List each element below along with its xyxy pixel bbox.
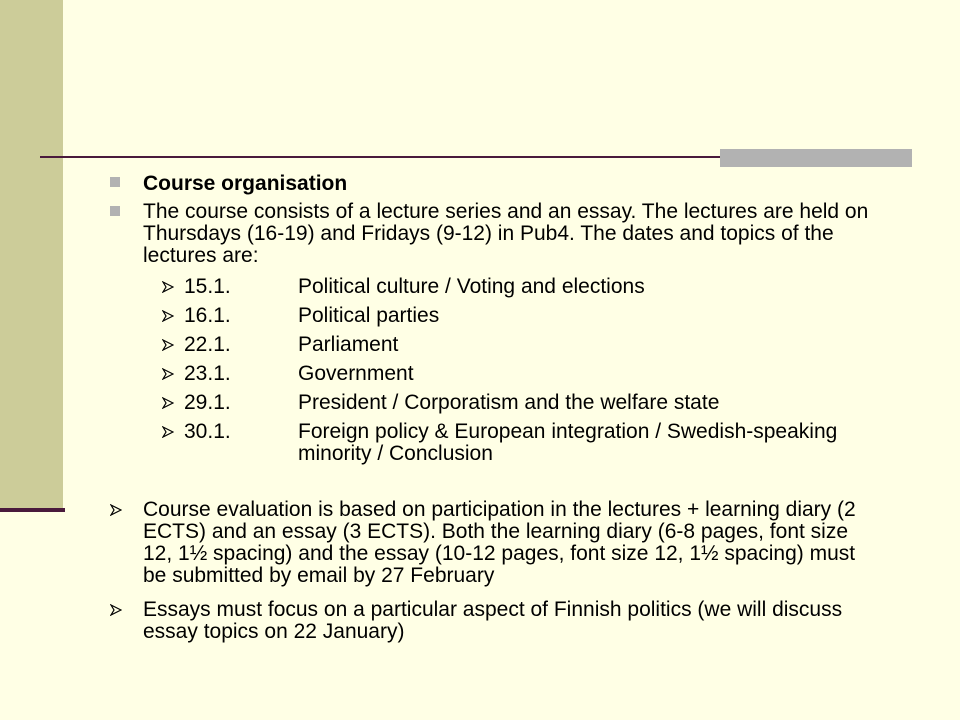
square-bullet-icon bbox=[110, 206, 120, 216]
accent-bar bbox=[720, 149, 912, 167]
lecture-topic: Political culture / Voting and elections bbox=[298, 275, 645, 298]
lecture-date: 23.1. bbox=[184, 362, 231, 385]
lecture-date: 29.1. bbox=[184, 391, 231, 414]
arrow-bullet-icon bbox=[162, 368, 174, 380]
arrow-bullet-icon bbox=[162, 426, 174, 438]
lecture-topic: Foreign policy & European integration / Swedish-speaking minority / Conclusion bbox=[298, 420, 838, 465]
arrow-bullet-icon bbox=[162, 281, 174, 293]
evaluation-text: Course evaluation is based on participation in the lectures + learning diary (2 ECTS) and an essay (3 ECTS). Both the learning diary (6-8 pages, font size 12, 1½ spacing) and the essay (10-12 pages, font size 12, 1½ spacing) must be submitted by email by 27 February bbox=[143, 498, 856, 587]
lecture-date: 16.1. bbox=[184, 304, 231, 327]
side-panel bbox=[0, 0, 63, 512]
lecture-topic: President / Corporatism and the welfare state bbox=[298, 391, 720, 414]
lecture-topic: Government bbox=[298, 362, 414, 385]
arrow-bullet-icon bbox=[162, 310, 174, 322]
arrow-bullet-icon bbox=[162, 339, 174, 351]
slide-heading: Course organisation bbox=[143, 172, 348, 195]
intro-text: The course consists of a lecture series and an essay. The lectures are held on Thursdays (16-19) and Fridays (9-12) in Pub4. The dates and topics of the lectures are: bbox=[143, 200, 869, 267]
lecture-date: 22.1. bbox=[184, 333, 231, 356]
side-panel-rule bbox=[0, 508, 65, 512]
lecture-date: 15.1. bbox=[184, 275, 231, 298]
lecture-date: 30.1. bbox=[184, 420, 231, 443]
essays-text: Essays must focus on a particular aspect of Finnish politics (we will discuss essay topics on 22 January) bbox=[143, 598, 843, 643]
lecture-topic: Parliament bbox=[298, 333, 399, 356]
lecture-topic: Political parties bbox=[298, 304, 440, 327]
arrow-bullet-icon bbox=[162, 397, 174, 409]
square-bullet-icon bbox=[110, 177, 120, 187]
arrow-bullet-icon bbox=[110, 504, 122, 516]
arrow-bullet-icon bbox=[110, 604, 122, 616]
